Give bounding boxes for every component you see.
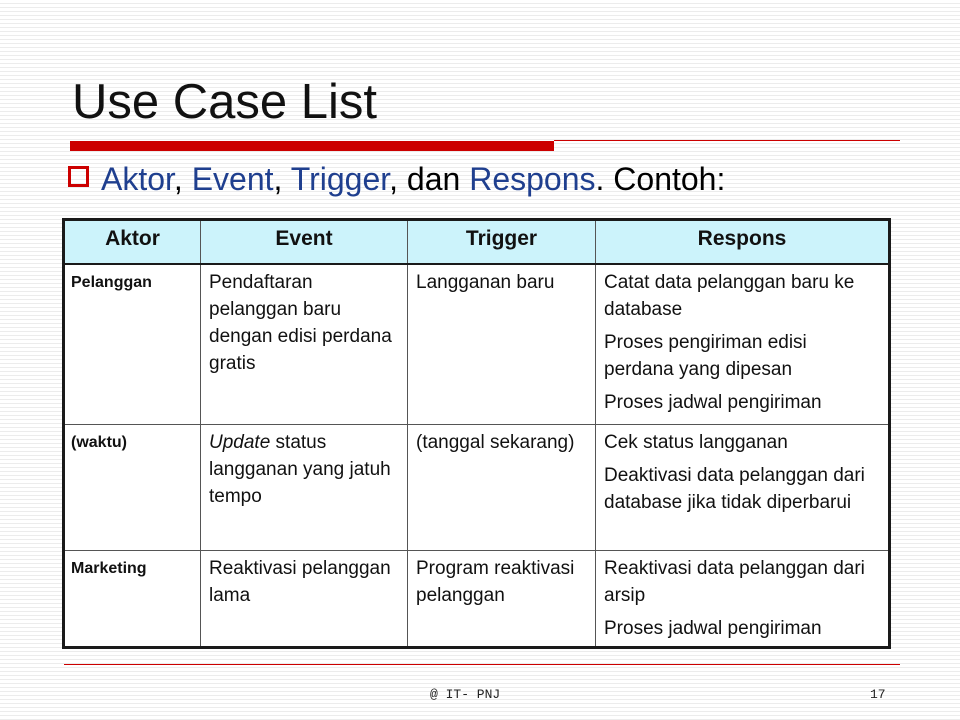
cell-actor: Pelanggan	[64, 264, 201, 424]
cell-event-italic: Update	[209, 431, 271, 453]
cell-trigger: (tanggal sekarang)	[408, 424, 596, 550]
table-row	[64, 264, 890, 424]
response-item: Proses jadwal pengiriman	[604, 392, 822, 413]
cell-event-text: Pendaftaran pelanggan baru dengan edisi perdana gratis	[209, 272, 392, 374]
bullet-text-respons: Respons	[469, 161, 596, 197]
response-item: Deaktivasi data pelanggan dari database jika tidak diperbarui	[604, 464, 865, 513]
header-trigger: Trigger	[408, 220, 596, 265]
footer-divider	[64, 664, 900, 665]
cell-trigger: Langganan baru	[408, 264, 596, 424]
bullet-line	[68, 158, 725, 200]
response-item: Reaktivasi data pelanggan dari arsip	[604, 557, 865, 606]
response-item: Catat data pelanggan baru ke database	[604, 272, 855, 320]
bullet-text-sep2: ,	[273, 161, 291, 197]
header-event: Event	[201, 220, 408, 265]
cell-event-text: status langganan yang jatuh tempo	[209, 431, 391, 507]
slide-title: Use Case List	[72, 75, 378, 129]
response-item: Proses pengiriman edisi perdana yang dipesan	[604, 332, 807, 380]
table-row	[64, 424, 890, 550]
table-row	[64, 550, 890, 647]
hollow-square-bullet-icon	[68, 166, 89, 187]
title-underline-thin	[554, 140, 900, 141]
cell-trigger: Program reaktivasi pelanggan	[408, 550, 596, 647]
bullet-text-trigger: Trigger	[290, 161, 390, 197]
bullet-text-event: Event	[191, 161, 274, 197]
footer-credit: @ IT- PNJ	[430, 687, 501, 702]
response-item: Cek status langganan	[604, 431, 788, 453]
header-respons: Respons	[596, 220, 890, 265]
cell-event-text: Reaktivasi pelanggan lama	[209, 557, 391, 606]
title-underline-thick	[70, 141, 554, 151]
header-aktor: Aktor	[64, 220, 201, 265]
page-number: 17	[870, 687, 886, 702]
bullet-text-sep1: ,	[173, 161, 192, 197]
cell-event	[201, 264, 408, 424]
cell-actor: Marketing	[64, 550, 201, 647]
response-item: Proses jadwal pengiriman	[604, 617, 822, 639]
cell-responses	[596, 264, 890, 424]
cell-responses	[596, 550, 890, 647]
cell-responses	[596, 424, 890, 550]
cell-event	[201, 550, 408, 647]
cell-event	[201, 424, 408, 550]
cell-actor: (waktu)	[64, 424, 201, 550]
bullet-text-contoh: . Contoh:	[595, 161, 726, 197]
bullet-text-dan: , dan	[389, 161, 470, 197]
use-case-table	[62, 218, 891, 649]
bullet-text-aktor: Aktor	[101, 161, 174, 197]
table-header-row	[64, 220, 890, 265]
